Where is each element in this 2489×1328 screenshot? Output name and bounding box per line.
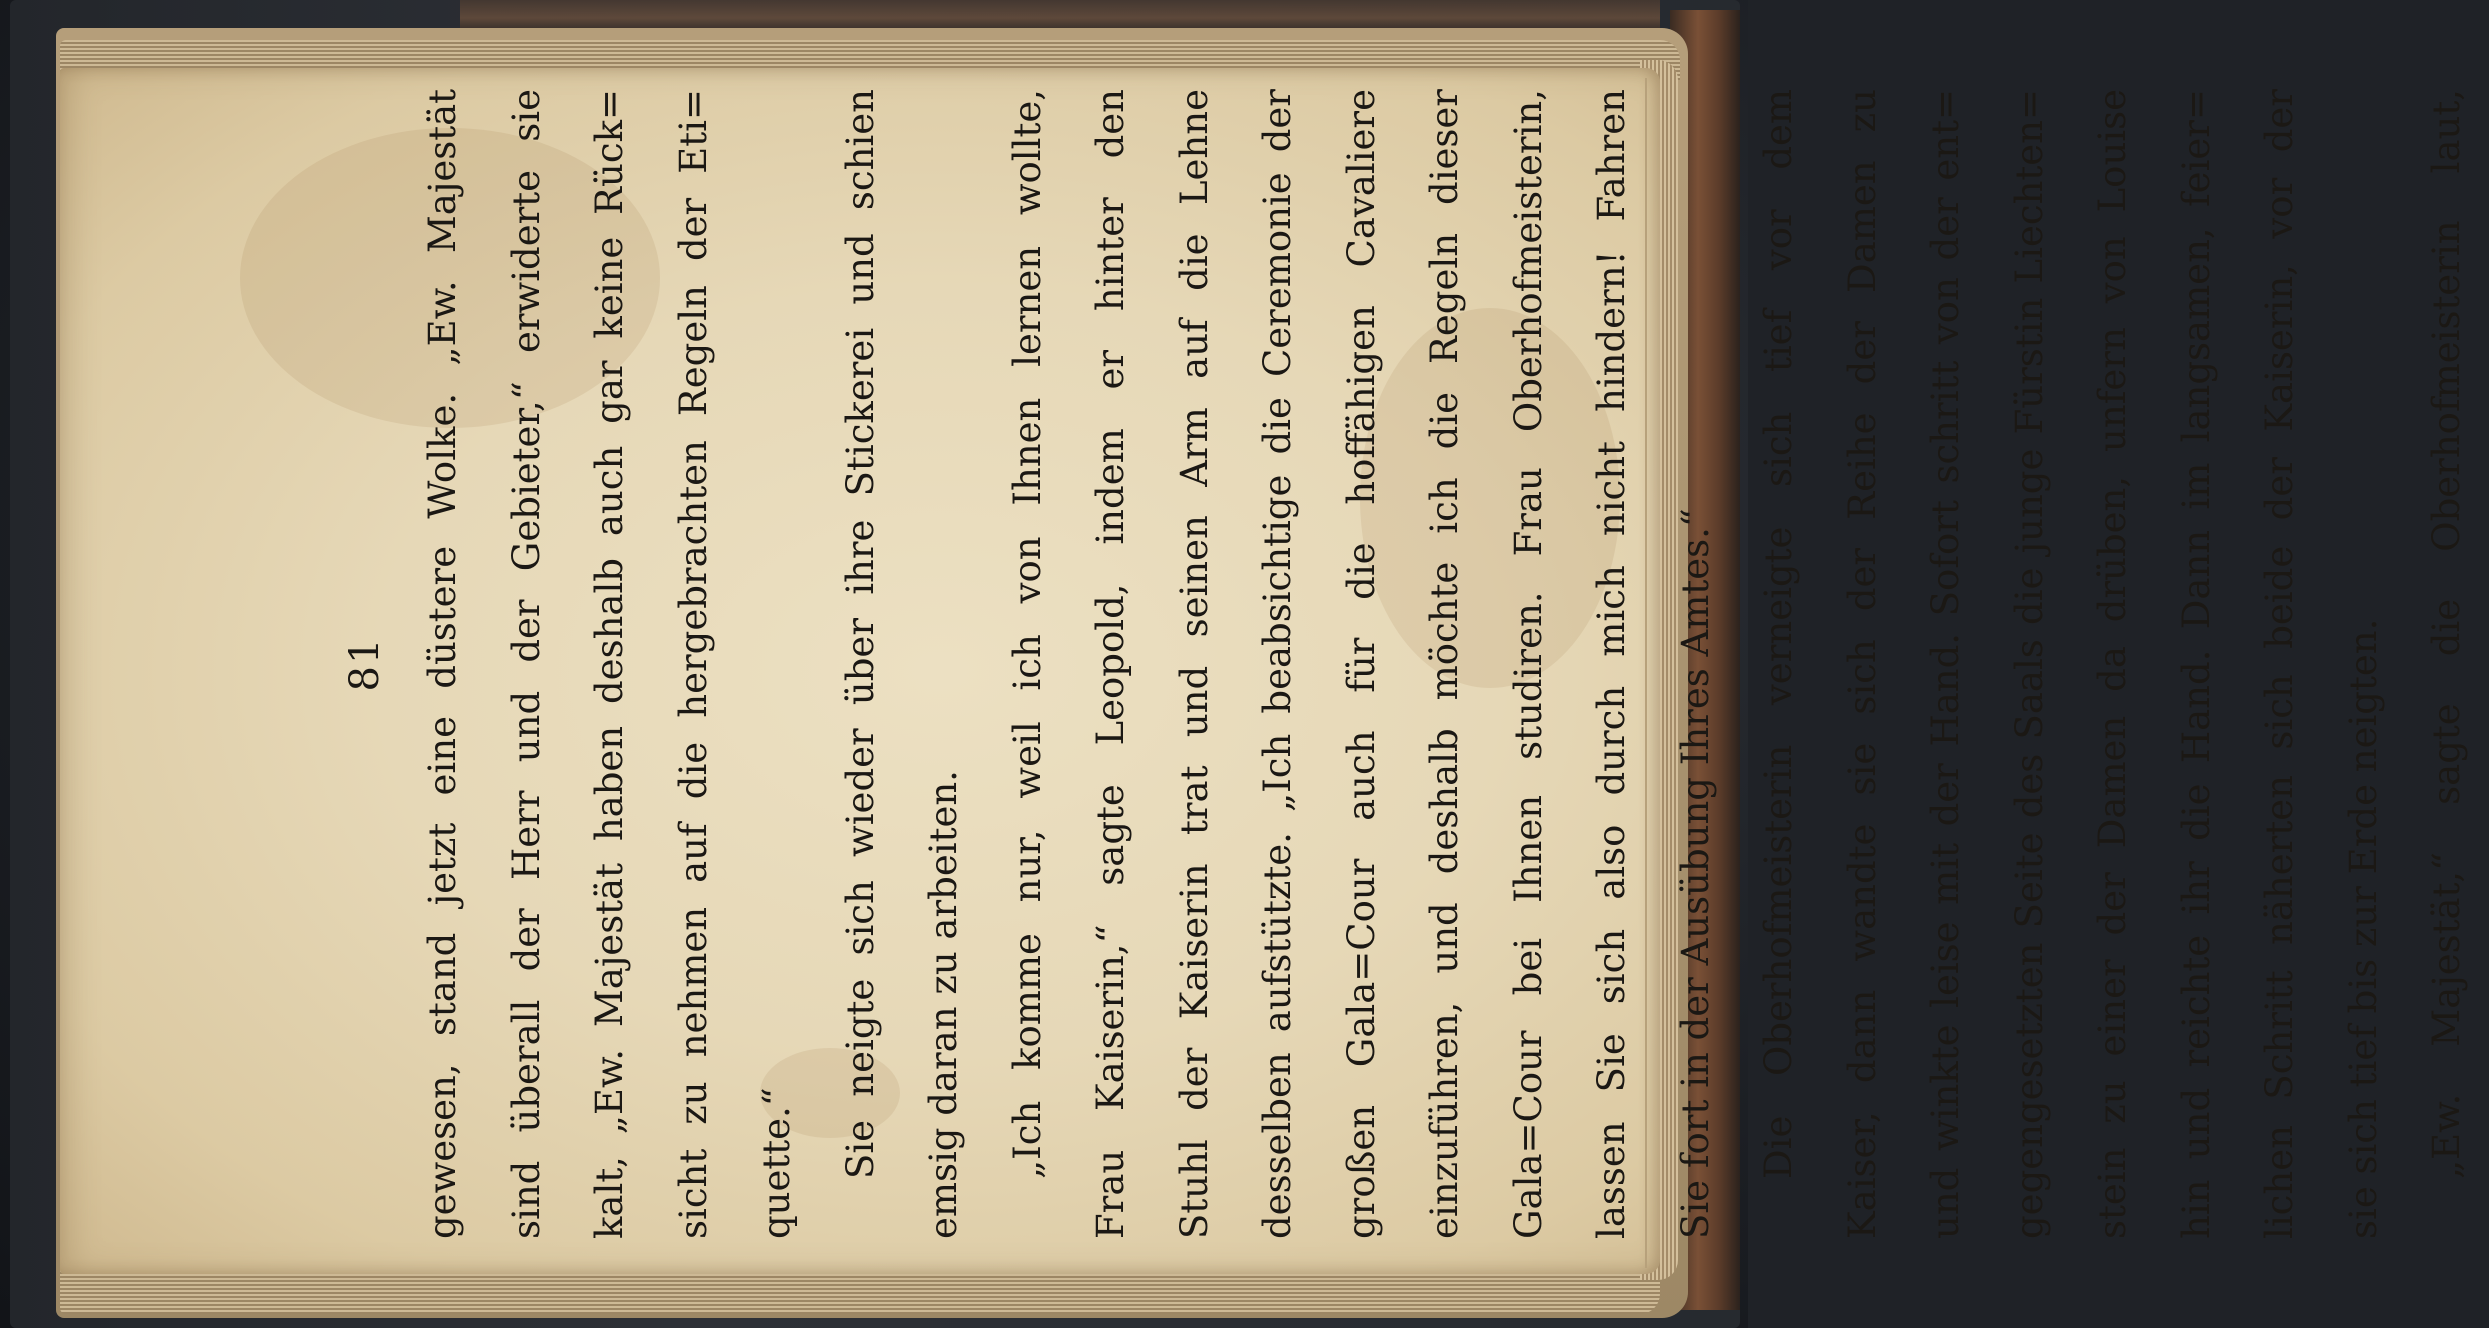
text-line: gegengesetzten Seite des Saals die junge Fürstin Liechten= <box>2007 89 2051 1239</box>
text-line: stein zu einer der Damen da drüben, unfern von Louise <box>2091 89 2134 1239</box>
text-line: gewesen, stand jetzt eine düstere Wolke. „Ew. Majestät <box>421 89 464 1239</box>
text-line: „Ew. Majestät,“ sagte die Oberhofmeisterin laut, <box>2425 89 2468 1179</box>
text-line: Frau Kaiserin,“ sagte Leopold, indem er hinter den <box>1089 89 1132 1239</box>
page-number: 81 <box>342 636 388 692</box>
text-line: und winkte leise mit der Hand. Sofort schritt von der ent= <box>1924 89 1967 1239</box>
page-text-block <box>335 89 2468 1239</box>
text-line: lassen Sie sich also durch mich nicht hindern! Fahren <box>1590 89 1633 1239</box>
text-lines <box>401 89 2489 1239</box>
text-line: desselben aufstützte. „Ich beabsichtige die Ceremonie der <box>1256 89 1299 1239</box>
text-line: quette.“ <box>755 1087 798 1239</box>
text-line: sicht zu nehmen auf die hergebrachten Regeln der Eti= <box>671 89 715 1239</box>
cover-edge-top <box>460 0 1660 30</box>
text-line: lichen Schritt näherten sich beide der Kaiserin, vor der <box>2258 89 2301 1239</box>
text-line: Sie fort in der Ausübung Ihres Amtes.“ <box>1673 508 1717 1239</box>
text-line: großen Gala=Cour auch für die hoffähigen Cavaliere <box>1339 89 1383 1239</box>
text-line: einzuführen, und deshalb möchte ich die Regeln dieser <box>1423 89 1466 1239</box>
text-line: hin und reichte ihr die Hand. Dann im langsamen, feier= <box>2174 89 2218 1239</box>
text-line: kalt, „Ew. Majestät haben deshalb auch gar keine Rück= <box>588 89 631 1239</box>
page-edges-bottom <box>60 1270 1660 1314</box>
text-line: Stuhl der Kaiserin trat und seinen Arm auf die Lehne <box>1172 89 1216 1239</box>
text-line: emsig daran zu arbeiten. <box>922 770 965 1239</box>
text-line: sind überall der Herr und der Gebieter,“ erwiderte sie <box>504 89 548 1239</box>
text-line: „Ich komme nur, weil ich von Ihnen lernen wollte, <box>1005 89 1049 1179</box>
text-line: Kaiser, dann wandte sie sich der Reihe der Damen zu <box>1840 89 1884 1239</box>
text-line: sie sich tief bis zur Erde neigten. <box>2341 618 2385 1239</box>
text-line: Die Oberhofmeisterin verneigte sich tief vor dem <box>1757 89 1800 1179</box>
text-line: Gala=Cour bei Ihnen studiren. Frau Oberhofmeisterin, <box>1506 89 1550 1239</box>
text-line: Sie neigte sich wieder über ihre Stickerei und schien <box>838 89 882 1179</box>
